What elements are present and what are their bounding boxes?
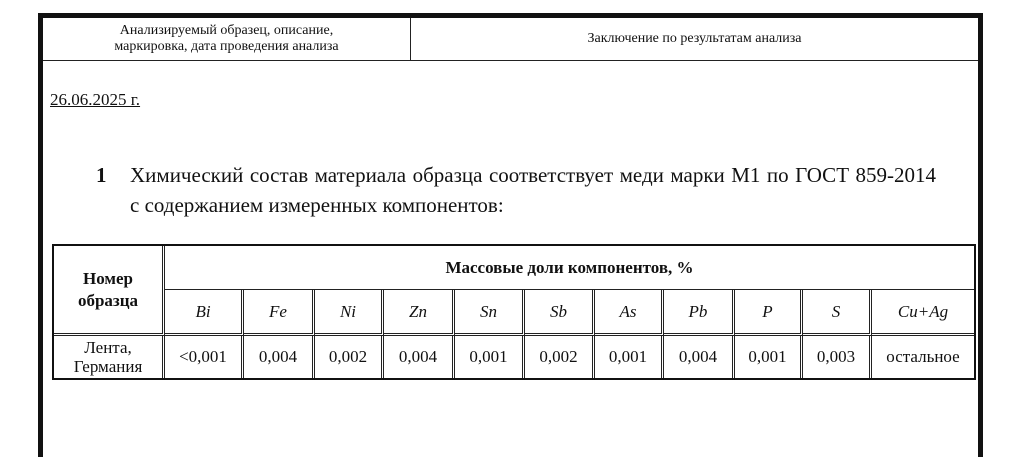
element-header-p: P (735, 290, 803, 336)
sample-header-line1: Номер (83, 268, 133, 288)
value-as: 0,001 (595, 336, 664, 378)
sample-number-header (54, 246, 165, 336)
mass-fraction-header: Массовые доли компонентов, % (165, 246, 974, 290)
header-sample-description (43, 18, 411, 60)
value-cu-ag: остальное (886, 347, 960, 366)
sample-name-cell (54, 336, 165, 378)
sample-name-line1: Лента, (84, 338, 132, 357)
conclusion-number: 1 (96, 163, 107, 187)
element-header-ni: Ni (315, 290, 384, 336)
value-pb: 0,004 (664, 336, 735, 378)
conclusion-text: Химический состав материала образца соответствует меди марки М1 по ГОСТ 859-2014 с содержанием измеренных компонентов: (130, 163, 936, 217)
element-header-row (54, 290, 974, 336)
element-header-pb: Pb (664, 290, 735, 336)
element-header-s: S (803, 290, 872, 336)
header-conclusion: Заключение по результатам анализа (587, 31, 802, 46)
sample-header-line2: образца (77, 290, 139, 310)
value-ni: 0,002 (315, 336, 384, 378)
table-row (54, 336, 974, 378)
value-sb: 0,002 (525, 336, 595, 378)
sample-name-line2: Германия (73, 357, 143, 376)
value-bi: <0,001 (165, 336, 244, 378)
element-header-sn: Sn (455, 290, 525, 336)
header-sample-line1: Анализируемый образец, описание, (119, 23, 334, 38)
value-sn: 0,001 (455, 336, 525, 378)
value-s: 0,003 (803, 336, 872, 378)
element-header-zn: Zn (384, 290, 455, 336)
value-p: 0,001 (735, 336, 803, 378)
element-header-fe: Fe (244, 290, 315, 336)
element-header-as: As (595, 290, 664, 336)
conclusion-paragraph (96, 160, 936, 220)
report-frame (38, 13, 983, 457)
element-header-bi: Bi (165, 290, 244, 336)
analysis-date: 26.06.2025 г. (50, 90, 141, 109)
composition-table (52, 244, 976, 380)
element-header-sb: Sb (525, 290, 595, 336)
value-zn: 0,004 (384, 336, 455, 378)
element-header-cu-ag: Cu+Ag (872, 290, 974, 336)
report-header (43, 18, 978, 61)
table-header-row (54, 246, 974, 290)
value-fe: 0,004 (244, 336, 315, 378)
header-sample-line2: маркировка, дата проведения анализа (114, 39, 339, 54)
